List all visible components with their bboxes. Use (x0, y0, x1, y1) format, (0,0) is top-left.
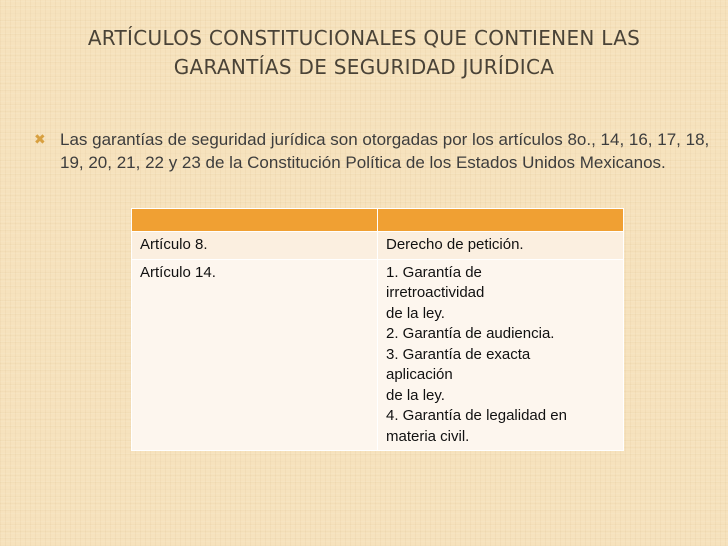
guarantee-line: materia civil. (386, 427, 470, 445)
article-cell: Artículo 14. (132, 259, 378, 451)
guarantee-line: de la ley. (386, 386, 445, 404)
guarantee-cell (378, 259, 624, 451)
article-cell: Artículo 8. (132, 232, 378, 260)
slide-title-line-1: ARTÍCULOS CONSTITUCIONALES QUE CONTIENEN LAS (87, 26, 641, 50)
table-row (132, 259, 624, 451)
guarantee-line: de la ley. (386, 304, 445, 322)
guarantee-line: 3. Garantía de exacta (386, 345, 531, 363)
guarantee-line: 2. Garantía de audiencia. (386, 325, 555, 342)
guarantees-table (131, 208, 624, 451)
guarantee-line: 1. Garantía de (386, 263, 482, 281)
guarantee-line: Derecho de petición. (386, 236, 524, 253)
x-bullet-icon: ✖ (34, 131, 46, 147)
guarantee-line: aplicación (386, 366, 453, 383)
guarantee-cell (378, 232, 624, 260)
table-header-row (132, 209, 624, 232)
guarantee-line: irretroactividad (386, 284, 485, 301)
bullet-text: Las garantías de seguridad jurídica son otorgadas por los artículos 8o., 14, 16, 17, 18, 19, 20, 21, 22 y 23 de la Constitución Política de los Estados Unidos Mexicanos. (60, 130, 710, 172)
slide-title-line-2: GARANTÍAS DE SEGURIDAD JURÍDICA (173, 55, 555, 79)
table-row (132, 232, 624, 260)
table-header-cell (378, 209, 624, 232)
slide-title (40, 24, 688, 82)
guarantee-line: 4. Garantía de legalidad en (386, 407, 567, 424)
table-header-cell (132, 209, 378, 232)
